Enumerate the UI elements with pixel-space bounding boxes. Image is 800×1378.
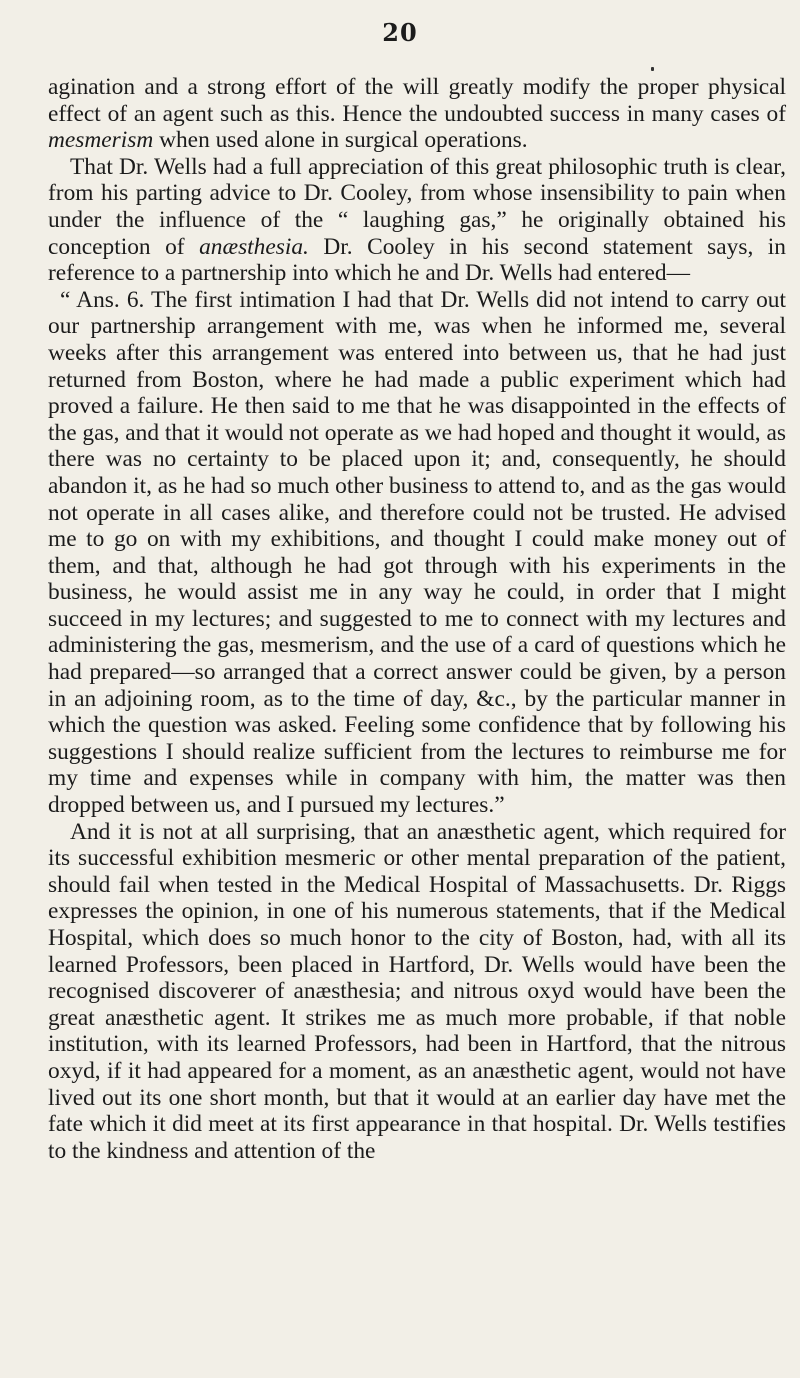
paragraph-medical-hospital [48, 819, 786, 1165]
text-run: That Dr. Wells had a full appreciation of this great philosophic truth is clear, from his parting advice to Dr. Cooley, from whose insensibility to pain when under the influence of the “ laughing gas,” he originally obtained his conception of [48, 153, 786, 260]
italic-term: mesmerism [48, 127, 154, 154]
paragraph-cooley-answer [48, 287, 786, 819]
text-run: agination and a strong effort of the will greatly modify the proper physical effect of an agent such as this. Hence the undoubted success in many cases of [48, 74, 786, 127]
body-text [48, 74, 786, 1164]
page-number: 20 [382, 18, 418, 47]
text-run: Dr. Cooley in his second statement says, in reference to a partnership into which he and Dr. Wells had entered— [48, 233, 786, 287]
print-speck [651, 67, 654, 71]
paragraph-wells-appreciation [48, 154, 786, 287]
text-run: when used alone in surgical operations. [153, 127, 528, 154]
italic-term: anæsthesia. [199, 233, 309, 260]
paragraph-mesmerism [48, 74, 786, 154]
text-run: And it is not at all surprising, that an anæsthetic agent, which required for its successful exhibition mesmeric or other mental preparation of the patient, should fail when tested in the Medical Hospital of Massachusetts. Dr. Riggs expresses the opinion, in one of his numerous statements, that if the Medical Hospital, which does so much honor to the city of Boston, had, with all its learned Professors, been placed in Hartford, Dr. Wells would have been the recognised discoverer of anæsthesia; and nitrous oxyd would have been the great anæsthetic agent. It strikes me as much more probable, if that noble institution, with its learned Professors, had been in Hartford, that the nitrous oxyd, if it had appeared for a moment, as an anæsthetic agent, would not have lived out its one short month, but that it would at an earlier day have met the fate which it did meet at its first appearance in that hospital. Dr. Wells testifies to the kindness and attention of the [48, 818, 786, 1164]
text-run: “ Ans. 6. The first intimation I had that Dr. Wells did not intend to carry out our partnership arrangement with me, was when he informed me, several weeks after this arrangement was entered into between us, that he had just returned from Boston, where he had made a public experiment which had proved a failure. He then said to me that he was disappointed in the effects of the gas, and that it would not operate as we had hoped and thought it would, as there was no certainty to be placed upon it; and, consequently, he should abandon it, as he had so much other business to attend to, and as the gas would not operate in all cases alike, and therefore could not be trusted. He advised me to go on with my exhibitions, and thought I could make money out of them, and that, although he had got through with his experiments in the business, he would assist me in any way he could, in order that I might succeed in my lectures; and suggested to me to connect with my lectures and administering the gas, mesmerism, and the use of a card of questions which he had prepared—so arranged that a correct answer could be given, by a person in an adjoining room, as to the time of day, &c., by the particular manner in which the question was asked. Feeling some confidence that by following his suggestions I should realize sufficient from the lectures to reimburse me for my time and expenses while in company with him, the matter was then dropped between us, and I pursued my lectures.” [48, 286, 786, 819]
